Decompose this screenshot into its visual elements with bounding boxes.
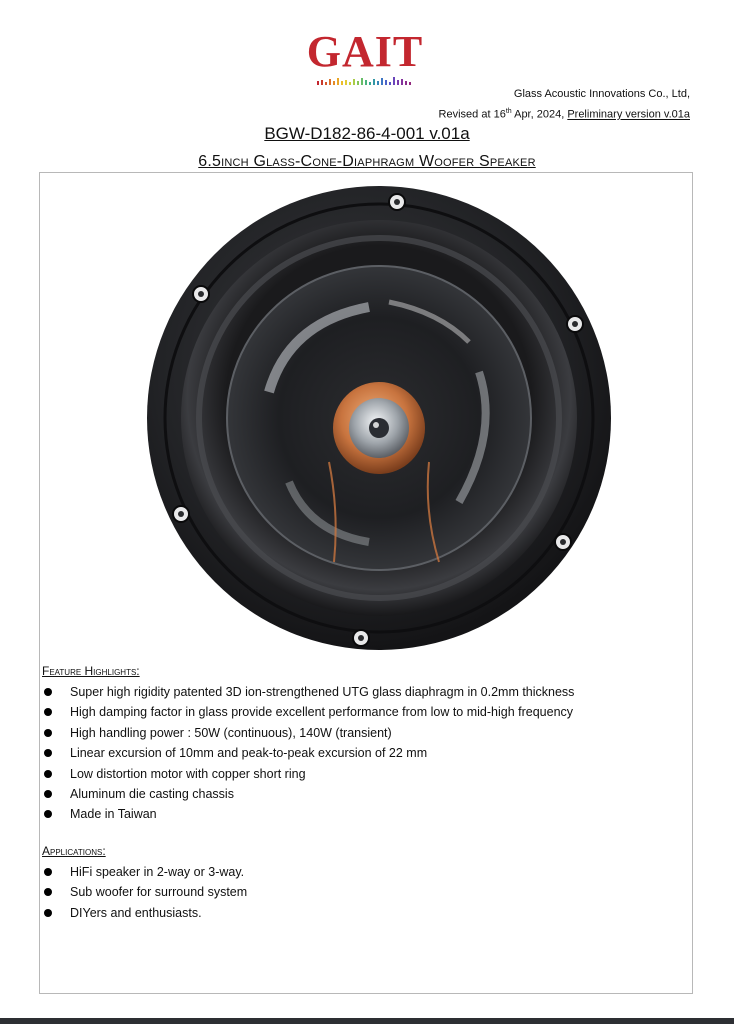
revision-prefix: Revised at 16 (438, 108, 506, 121)
company-info (439, 86, 690, 124)
list-item: Made in Taiwan (42, 804, 574, 824)
logo-soundwave-icon (315, 76, 415, 85)
revision-ordinal: th (505, 108, 512, 115)
list-item: HiFi speaker in 2-way or 3-way. (42, 862, 247, 882)
logo-wordmark: GAIT (306, 27, 424, 76)
list-item: Linear excursion of 10mm and peak-to-peak excursion of 22 mm (42, 743, 574, 763)
list-item: Low distortion motor with copper short ring (42, 764, 574, 784)
document-code: BGW-D182-86-4-001 v.01a (264, 124, 470, 143)
feature-highlights-heading: Feature Highlights: (42, 664, 140, 678)
list-item: High handling power : 50W (continuous), 140W (transient) (42, 723, 574, 743)
revision-suffix: Apr, 2024, (511, 108, 568, 121)
applications-list (42, 862, 247, 923)
list-item: Aluminum die casting chassis (42, 784, 574, 804)
version-note: Preliminary version v.01a (567, 108, 690, 121)
list-item: Sub woofer for surround system (42, 882, 247, 902)
woofer-speaker-image (139, 182, 615, 654)
company-name: Glass Acoustic Innovations Co., Ltd, (513, 88, 690, 100)
list-item: Super high rigidity patented 3D ion-strengthened UTG glass diaphragm in 0.2mm thickness (42, 682, 574, 702)
revision-line (439, 103, 690, 124)
document-title: 6.5inch Glass-Cone-Diaphragm Woofer Speaker (198, 153, 536, 170)
applications-heading: Applications: (42, 844, 106, 858)
list-item: High damping factor in glass provide excellent performance from low to mid-high frequency (42, 702, 574, 722)
list-item: DIYers and enthusiasts. (42, 903, 247, 923)
feature-list (42, 682, 574, 825)
gait-logo (300, 27, 430, 85)
